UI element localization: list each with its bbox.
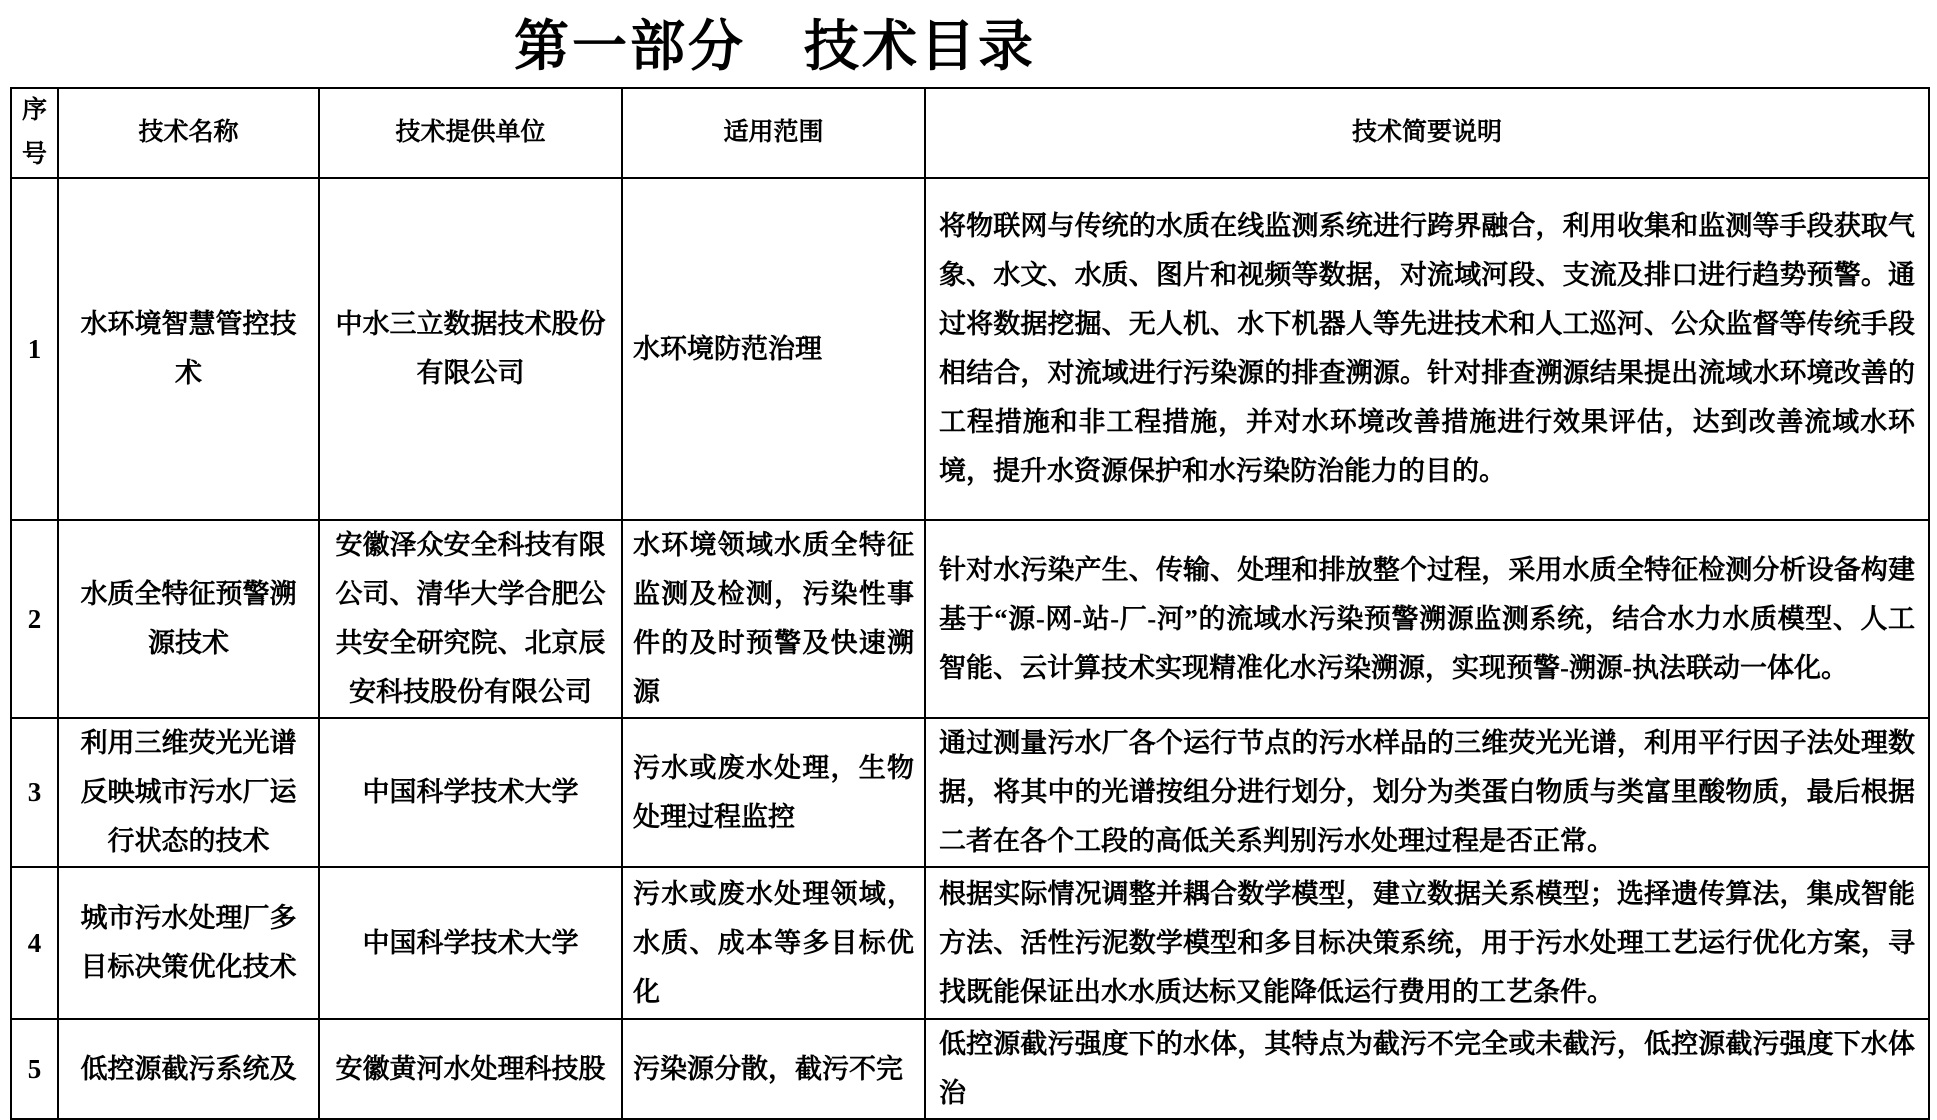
row-serial-number: 3	[11, 718, 58, 867]
brief-description: 将物联网与传统的水质在线监测系统进行跨界融合，利用收集和监测等手段获取气象、水文、水质、图片和视频等数据，对流域河段、支流及排口进行趋势预警。通过将数据挖掘、无人机、水下机器人等先进技术和人工巡河、公众监督等传统手段相结合，对流域进行污染源的排查溯源。针对排查溯源结果提出流域水环境改善的工程措施和非工程措施，并对水环境改善措施进行效果评估，达到改善流域水环境，提升水资源保护和水污染防治能力的目的。	[925, 178, 1929, 520]
applicable-scope: 水环境领域水质全特征监测及检测，污染性事件的及时预警及快速溯源	[622, 520, 925, 718]
brief-description: 通过测量污水厂各个运行节点的污水样品的三维荧光光谱，利用平行因子法处理数据，将其中的光谱按组分进行划分，划分为类蛋白物质与类富里酸物质，最后根据二者在各个工段的高低关系判别污水处理过程是否正常。	[925, 718, 1929, 867]
technology-name: 城市污水处理厂多目标决策优化技术	[58, 867, 319, 1019]
table-row	[11, 718, 1929, 867]
technology-name: 水环境智慧管控技术	[58, 178, 319, 520]
applicable-scope: 污水或废水处理，生物处理过程监控	[622, 718, 925, 867]
provider-unit: 中国科学技术大学	[319, 867, 622, 1019]
provider-unit: 安徽黄河水处理科技股	[319, 1019, 622, 1119]
header-serial-number: 序号	[11, 88, 58, 178]
technology-name: 低控源截污系统及	[58, 1019, 319, 1119]
row-serial-number: 1	[11, 178, 58, 520]
row-serial-number: 5	[11, 1019, 58, 1119]
brief-description: 低控源截污强度下的水体，其特点为截污不完全或未截污，低控源截污强度下水体治	[925, 1019, 1929, 1119]
table-row	[11, 1019, 1929, 1119]
header-applicable-scope: 适用范围	[622, 88, 925, 178]
table-header-row	[11, 88, 1929, 178]
table-row	[11, 867, 1929, 1019]
row-serial-number: 4	[11, 867, 58, 1019]
applicable-scope: 污染源分散，截污不完	[622, 1019, 925, 1119]
table-row	[11, 520, 1929, 718]
header-provider-unit: 技术提供单位	[319, 88, 622, 178]
brief-description: 根据实际情况调整并耦合数学模型，建立数据关系模型；选择遗传算法，集成智能方法、活性污泥数学模型和多目标决策系统，用于污水处理工艺运行优化方案，寻找既能保证出水水质达标又能降低运行费用的工艺条件。	[925, 867, 1929, 1019]
row-serial-number: 2	[11, 520, 58, 718]
provider-unit: 中水三立数据技术股份有限公司	[319, 178, 622, 520]
page-title: 第一部分 技术目录	[513, 16, 1036, 77]
provider-unit: 中国科学技术大学	[319, 718, 622, 867]
table-row	[11, 178, 1929, 520]
applicable-scope: 水环境防范治理	[622, 178, 925, 520]
header-brief-description: 技术简要说明	[925, 88, 1929, 178]
technology-catalog-table	[10, 87, 1930, 1120]
technology-name: 利用三维荧光光谱反映城市污水厂运行状态的技术	[58, 718, 319, 867]
provider-unit: 安徽泽众安全科技有限公司、清华大学合肥公共安全研究院、北京辰安科技股份有限公司	[319, 520, 622, 718]
brief-description: 针对水污染产生、传输、处理和排放整个过程，采用水质全特征检测分析设备构建基于“源-网-站-厂-河”的流域水污染预警溯源监测系统，结合水力水质模型、人工智能、云计算技术实现精准化水污染溯源，实现预警-溯源-执法联动一体化。	[925, 520, 1929, 718]
document-page	[0, 2, 1937, 1120]
applicable-scope: 污水或废水处理领域，水质、成本等多目标优化	[622, 867, 925, 1019]
header-technology-name: 技术名称	[58, 88, 319, 178]
technology-name: 水质全特征预警溯源技术	[58, 520, 319, 718]
